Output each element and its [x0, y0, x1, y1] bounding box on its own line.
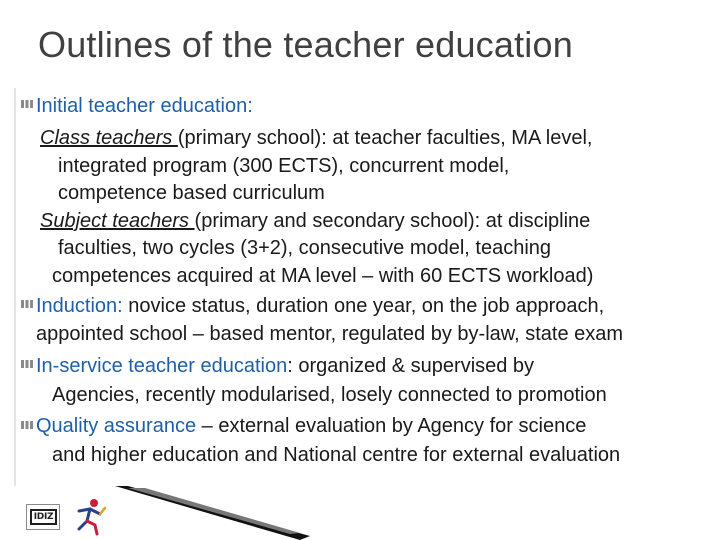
sub-term-subject-teachers: Subject teachers — [40, 210, 195, 232]
bullet-text-line: and higher education and National centre for external evaluation — [52, 444, 621, 466]
slide-title: Outlines of the teacher education — [38, 24, 573, 65]
sub-text-line: competences acquired at MA level – with 60 ECTS workload) — [52, 265, 594, 287]
bullet-text-line: novice status, duration one year, on the job approach, — [122, 295, 605, 317]
sub-text-line: integrated program (300 ECTS), concurrent model, — [58, 155, 510, 177]
bullet-induction — [36, 294, 604, 318]
sub-item-subject-teachers — [40, 209, 590, 233]
bullet-heading-initial: Initial teacher education: — [36, 95, 253, 117]
bullet-heading-inservice: In-service teacher education — [36, 355, 288, 377]
bullet-marker-icon — [20, 357, 34, 371]
idiz-logo-text: IDIZ — [30, 509, 57, 525]
sub-text-line: competence based curriculum — [58, 182, 325, 204]
bullet-heading-induction: Induction: — [36, 295, 123, 317]
bullet-marker-icon — [20, 297, 34, 311]
sub-text-line: (primary and secondary school): at discipline — [194, 210, 591, 232]
bullet-text-line: Agencies, recently modularised, losely connected to promotion — [52, 384, 607, 406]
running-figure-logo-icon — [70, 496, 110, 536]
bullet-text-line: appointed school – based mentor, regulated by by-law, state exam — [36, 323, 624, 345]
bullet-marker-icon — [20, 97, 34, 111]
bullet-quality — [36, 414, 586, 438]
bullet-inservice — [36, 354, 534, 378]
bullet-text-line: – external evaluation by Agency for science — [196, 415, 587, 437]
sub-item-class-teachers — [40, 126, 592, 150]
sub-text-line: (primary school): at teacher faculties, MA level, — [177, 127, 593, 149]
bullet-text-line: : organized & supervised by — [287, 355, 535, 377]
sub-term-class-teachers: Class teachers — [40, 127, 178, 149]
bullet-marker-icon — [20, 418, 34, 432]
sub-text-line: faculties, two cycles (3+2), consecutive model, teaching — [58, 237, 552, 259]
slide-footer — [0, 486, 720, 540]
bullet-heading-quality: Quality assurance — [36, 415, 197, 437]
idiz-logo — [26, 504, 60, 530]
